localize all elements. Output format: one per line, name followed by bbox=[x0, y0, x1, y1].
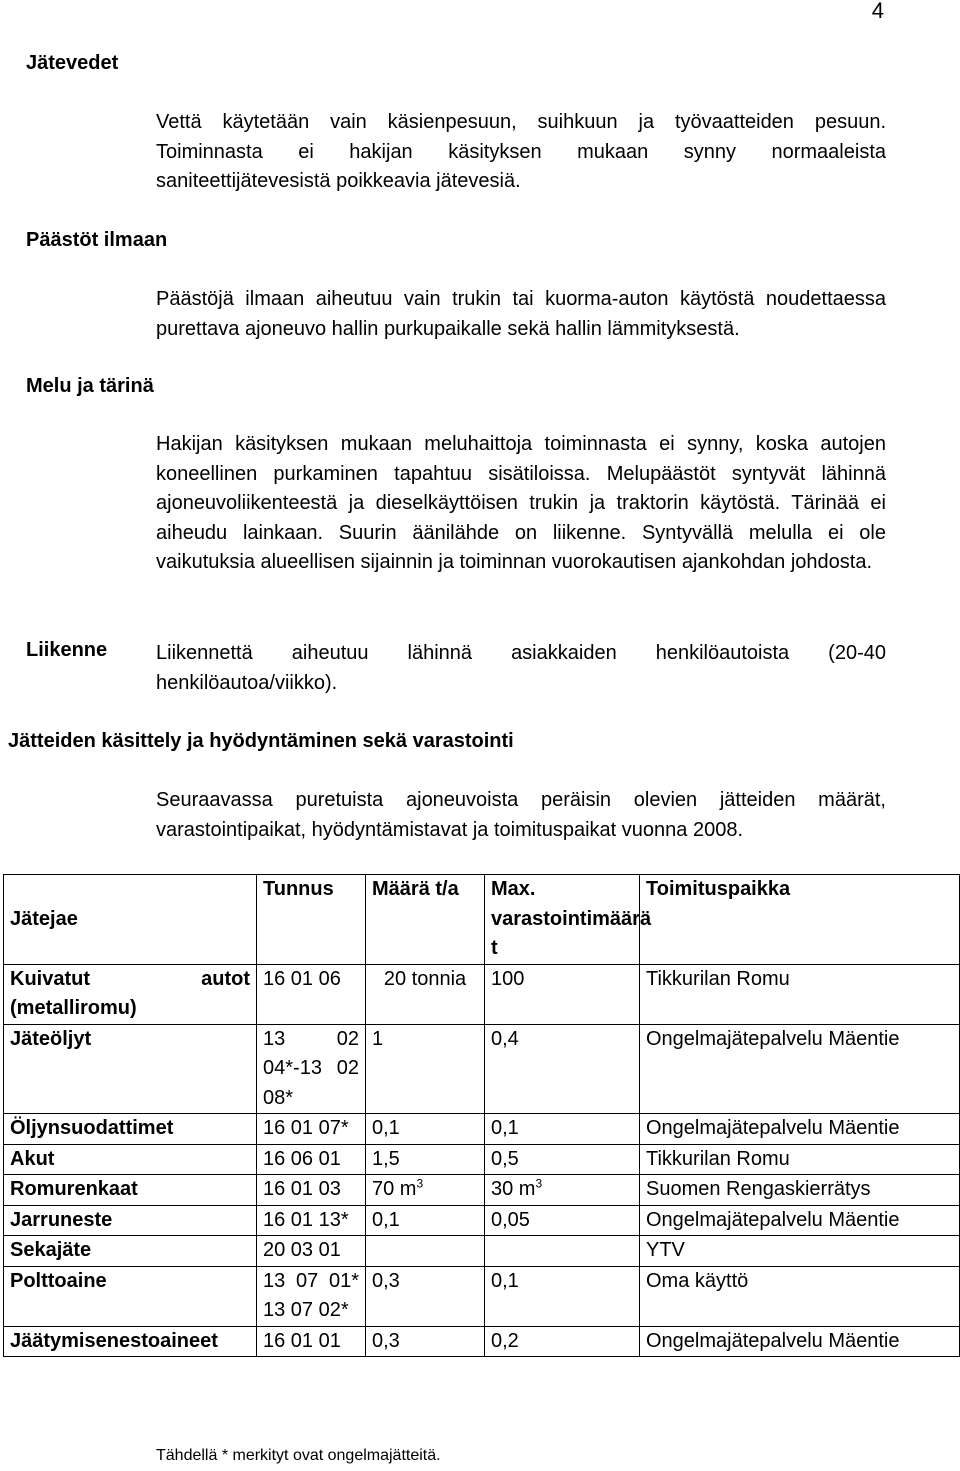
table-row bbox=[4, 1114, 960, 1145]
table-header-row bbox=[4, 875, 960, 965]
max-superscript: 3 bbox=[535, 1176, 543, 1191]
cell-max bbox=[485, 1236, 640, 1267]
cell-place: Tikkurilan Romu bbox=[640, 964, 960, 1024]
header-tunnus: Tunnus bbox=[257, 875, 366, 965]
cell-name: Jarruneste bbox=[4, 1205, 257, 1236]
heading-paastot-ilmaan: Päästöt ilmaan bbox=[26, 229, 168, 251]
cell-max: 0,05 bbox=[485, 1205, 640, 1236]
cell-amount: 20 tonnia bbox=[366, 964, 485, 1024]
cell-code: 13 07 01* 13 07 02* bbox=[257, 1266, 366, 1326]
cell-name: Jäteöljyt bbox=[4, 1024, 257, 1114]
cell-code: 16 01 13* bbox=[257, 1205, 366, 1236]
cell-max: 100 bbox=[485, 964, 640, 1024]
table-row bbox=[4, 1236, 960, 1267]
paragraph-melu-ja-tarina: Hakijan käsityksen mukaan meluhaittoja toiminnasta ei synny, koska autojen koneellinen purkaminen tapahtuu sisätiloissa. Melupäästöt syntyvät lähinnä ajoneuvoliikenteestä ja dieselkäyttöisen trukin ja traktorin käytöstä. Tärinää ei aiheudu lainkaan. Suurin äänilähde on liikenne. Syntyvällä melulla ei ole vaikutuksia alueellisen sijainnin ja toiminnan vuorokautisen ajankohdan johdosta. bbox=[156, 433, 886, 573]
cell-place: Ongelmajätepalvelu Mäentie bbox=[640, 1114, 960, 1145]
cell-place: Ongelmajätepalvelu Mäentie bbox=[640, 1024, 960, 1114]
cell-amount: 1 bbox=[366, 1024, 485, 1114]
heading-melu-ja-tarina: Melu ja tärinä bbox=[26, 375, 154, 397]
cell-place: YTV bbox=[640, 1236, 960, 1267]
header-jatejae: Jätejae bbox=[4, 875, 257, 965]
header-toimituspaikka: Toimituspaikka bbox=[640, 875, 960, 965]
header-max-varastointimaara: Max. varastointimäärä t bbox=[485, 875, 640, 965]
waste-table bbox=[3, 874, 960, 1357]
amount-value: 70 m bbox=[372, 1178, 417, 1200]
table-footnote: Tähdellä * merkityt ovat ongelmajätteitä. bbox=[156, 1447, 441, 1464]
cell-amount: 0,3 bbox=[366, 1266, 485, 1326]
table-row bbox=[4, 1266, 960, 1326]
waste-section-heading: Jätteiden käsittely ja hyödyntäminen sekä varastointi bbox=[8, 730, 514, 752]
cell-name: Sekajäte bbox=[4, 1236, 257, 1267]
max-value: 30 m bbox=[491, 1178, 536, 1200]
cell-code: 20 03 01 bbox=[257, 1236, 366, 1267]
table-row bbox=[4, 1205, 960, 1236]
cell-max bbox=[485, 1175, 640, 1206]
cell-place: Ongelmajätepalvelu Mäentie bbox=[640, 1326, 960, 1357]
heading-jatevedet: Jätevedet bbox=[26, 52, 119, 74]
heading-liikenne: Liikenne bbox=[26, 639, 108, 661]
cell-place: Tikkurilan Romu bbox=[640, 1144, 960, 1175]
table-row bbox=[4, 1144, 960, 1175]
cell-max: 0,2 bbox=[485, 1326, 640, 1357]
cell-name: Akut bbox=[4, 1144, 257, 1175]
cell-amount: 0,3 bbox=[366, 1326, 485, 1357]
cell-max: 0,1 bbox=[485, 1114, 640, 1145]
cell-code: 16 01 01 bbox=[257, 1326, 366, 1357]
cell-amount: 0,1 bbox=[366, 1205, 485, 1236]
cell-name: Romurenkaat bbox=[4, 1175, 257, 1206]
paragraph-liikenne: Liikennettä aiheutuu lähinnä asiakkaiden henkilöautoista (20-40 henkilöautoa/viikko). bbox=[156, 642, 886, 694]
cell-name: Jäätymisenestoaineet bbox=[4, 1326, 257, 1357]
page-number: 4 bbox=[871, 0, 884, 23]
header-maara: Määrä t/a bbox=[366, 875, 485, 965]
cell-name: Polttoaine bbox=[4, 1266, 257, 1326]
cell-code: 16 06 01 bbox=[257, 1144, 366, 1175]
cell-name: Öljynsuodattimet bbox=[4, 1114, 257, 1145]
cell-place: Ongelmajätepalvelu Mäentie bbox=[640, 1205, 960, 1236]
cell-place: Suomen Rengaskierrätys bbox=[640, 1175, 960, 1206]
table-row bbox=[4, 964, 960, 1024]
cell-max: 0,5 bbox=[485, 1144, 640, 1175]
cell-code: 16 01 03 bbox=[257, 1175, 366, 1206]
cell-code: 13 02 04*-13 02 08* bbox=[257, 1024, 366, 1114]
paragraph-paastot-ilmaan: Päästöjä ilmaan aiheutuu vain trukin tai kuorma-auton käytöstä noudettaessa purettava ajoneuvo hallin purkupaikalle sekä hallin lämmityksestä. bbox=[156, 288, 886, 340]
amount-superscript: 3 bbox=[416, 1176, 424, 1191]
cell-amount bbox=[366, 1236, 485, 1267]
cell-place: Oma käyttö bbox=[640, 1266, 960, 1326]
cell-amount bbox=[366, 1175, 485, 1206]
cell-amount: 0,1 bbox=[366, 1114, 485, 1145]
cell-max: 0,4 bbox=[485, 1024, 640, 1114]
paragraph-jatevedet: Vettä käytetään vain käsienpesuun, suihkuun ja työvaatteiden pesuun. Toiminnasta ei hakijan käsityksen mukaan synny normaaleista saniteettijätevesistä poikkeavia jätevesiä. bbox=[156, 111, 886, 192]
cell-name: Kuivatut autot (metalliromu) bbox=[4, 964, 257, 1024]
cell-code: 16 01 07* bbox=[257, 1114, 366, 1145]
cell-amount: 1,5 bbox=[366, 1144, 485, 1175]
table-row bbox=[4, 1326, 960, 1357]
table-row bbox=[4, 1175, 960, 1206]
cell-max: 0,1 bbox=[485, 1266, 640, 1326]
cell-code: 16 01 06 bbox=[257, 964, 366, 1024]
waste-intro-paragraph: Seuraavassa puretuista ajoneuvoista peräisin olevien jätteiden määrät, varastointipaikat, hyödyntämistavat ja toimituspaikat vuonna 2008. bbox=[156, 789, 886, 841]
table-row bbox=[4, 1024, 960, 1114]
